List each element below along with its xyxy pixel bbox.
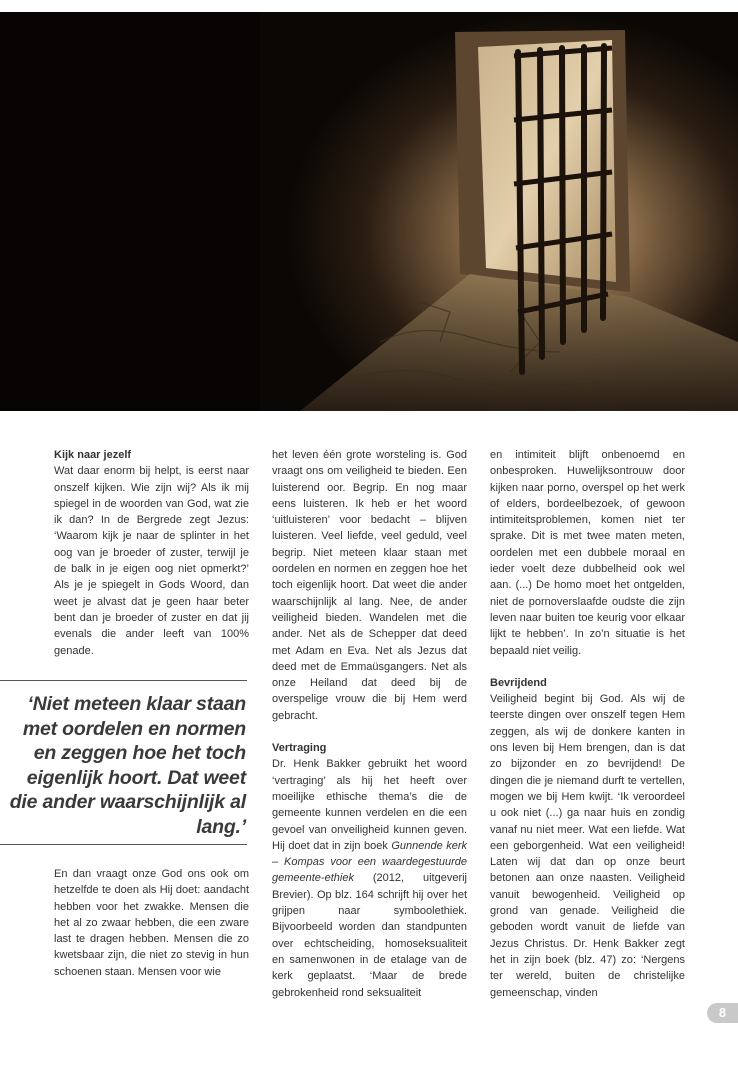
body-paragraph: Dr. Henk Bakker gebruikt het woord ‘vertraging’ als hij het heeft over moeilijke ethische thema’s die de gemeente kunnen verdelen en die een gevoel van onveiligheid kunnen geven. Hij doet dat in zijn boek Gunnende kerk – Kompas voor een waardegestuurde gemeente-ethiek (2012, uitgeverij Brevier). Op blz. 164 schrijft hij over het grijpen naar symboolethiek. Bijvoorbeeld worden dan standpunten over echtscheiding, homoseksualiteit en samenwonen in de etalage van de kerk geplaatst. ‘Maar de brede gebrokenheid rond seksualiteit	[272, 758, 468, 999]
body-paragraph: Veiligheid begint bij God. Als wij de teerste dingen over onszelf tegen Hem zeggen, als wij de donkere kanten in ons leven bij Hem brengen, dan is dat zo bijzonder en zo bevrijdend! De dingen die je niemand durft te vertellen, mogen we bij Hem kwijt. ‘Ik veroordeel u ook niet (...) ga naar huis en zondig vanaf nu niet meer. Wat een liefde. Wat een geborgenheid. Wat een veiligheid! Laten wij dat dan op onze beurt betonen aan onze naasten. Veiligheid vanuit bewogenheid. Veiligheid op grond van genade. Veiligheid die geboden wordt vanuit de liefde van Jezus Christus. Dr. Henk Bakker zegt het in zijn boek (blz. 47) zo: ‘Nergens ter wereld, buiten de christelijke gemeenschap, vinden	[490, 693, 685, 999]
section-heading-vertraging: Vertraging	[272, 742, 327, 755]
prison-cell-photo	[0, 12, 738, 411]
pull-quote: ‘Niet meteen klaar staan met oordelen en normen en zeggen hoe het toch eigenlijk hoort. Dat weet die ander waarschijnlijk al lang.’	[9, 693, 246, 838]
page-number: 8	[707, 1003, 738, 1023]
column-1-top	[54, 447, 249, 659]
quote-rule-top	[0, 680, 247, 681]
body-paragraph: Wat daar enorm bij helpt, is eerst naar onszelf kijken. Wie zijn wij? Als ik mij spiegel in de woorden van God, wat zie ik dan? In de Bergrede zegt Jezus: ‘Waarom kijk je naar de splinter in het oog van je broeder of zuster, terwijl je de balk in je eigen oog niet opmerkt?’ Als je je spiegelt in Gods Woord, dan weet je alvast dat je geen haar beter bent dan je broeder of zuster en dat jij evenals die ander leeft van 100% genade.	[54, 465, 249, 657]
column-2	[272, 447, 467, 1001]
column-1-bottom	[54, 866, 249, 980]
column-3	[490, 447, 685, 1001]
body-paragraph: het leven één grote worsteling is. God vraagt ons om veiligheid te bieden. Een luisterend oor. Begrip. En nog maar eens luisteren. Ik heb er het woord ‘uitluisteren’ voor bedacht – blijven luisteren. Veel liefde, veel geduld, veel begrip. Niet meteen klaar staan met oordelen en normen en zeggen hoe het toch eigenlijk hoort. Dat weet die ander waarschijnlijk al lang. Nee, de ander veiligheid bieden. Wandelen met die ander. Net als de Schepper dat deed met Adam en Eva. Net als Jezus dat deed met de Emmaüsgangers. Net als onze Heiland dat deed bij de overspelige vrouw die bij Hem werd gebracht.	[272, 449, 467, 722]
section-heading-bevrijdend: Bevrijdend	[490, 676, 547, 689]
section-heading-kijk-naar-jezelf: Kijk naar jezelf	[54, 449, 132, 461]
body-paragraph: En dan vraagt onze God ons ook om hetzelfde te doen als Hij doet: aandacht hebben voor het zwakke. Mensen die het al zo zwaar hebben, die een zware last te dragen hebben. Mensen die zo kwetsbaar zijn, die niet zo stevig in hun schoenen staan. Mensen voor wie	[54, 868, 249, 978]
quote-rule-bottom	[0, 844, 247, 845]
book-title: Gunnende kerk – Kompas voor een waardegestuurde gemeente-ethiek	[272, 839, 468, 885]
body-paragraph: en intimiteit blijft onbenoemd en onbesproken. Huwelijksontrouw door kijken naar porno, overspel op het werk of elders, bordeelbezoek, of gewoon intimiteitsproblemen, komen niet ter sprake. Dit is met twee maten meten, oordelen met een dubbele moraal en ieder voelt deze dubbelheid ook wel aan. (...) De homo moet het ontgelden, niet de pornoverslaafde oudste die zijn leven naar buiten toe keurig voor elkaar lijkt te hebben’. In zo’n situatie is het bepaald niet veilig.	[490, 449, 685, 657]
